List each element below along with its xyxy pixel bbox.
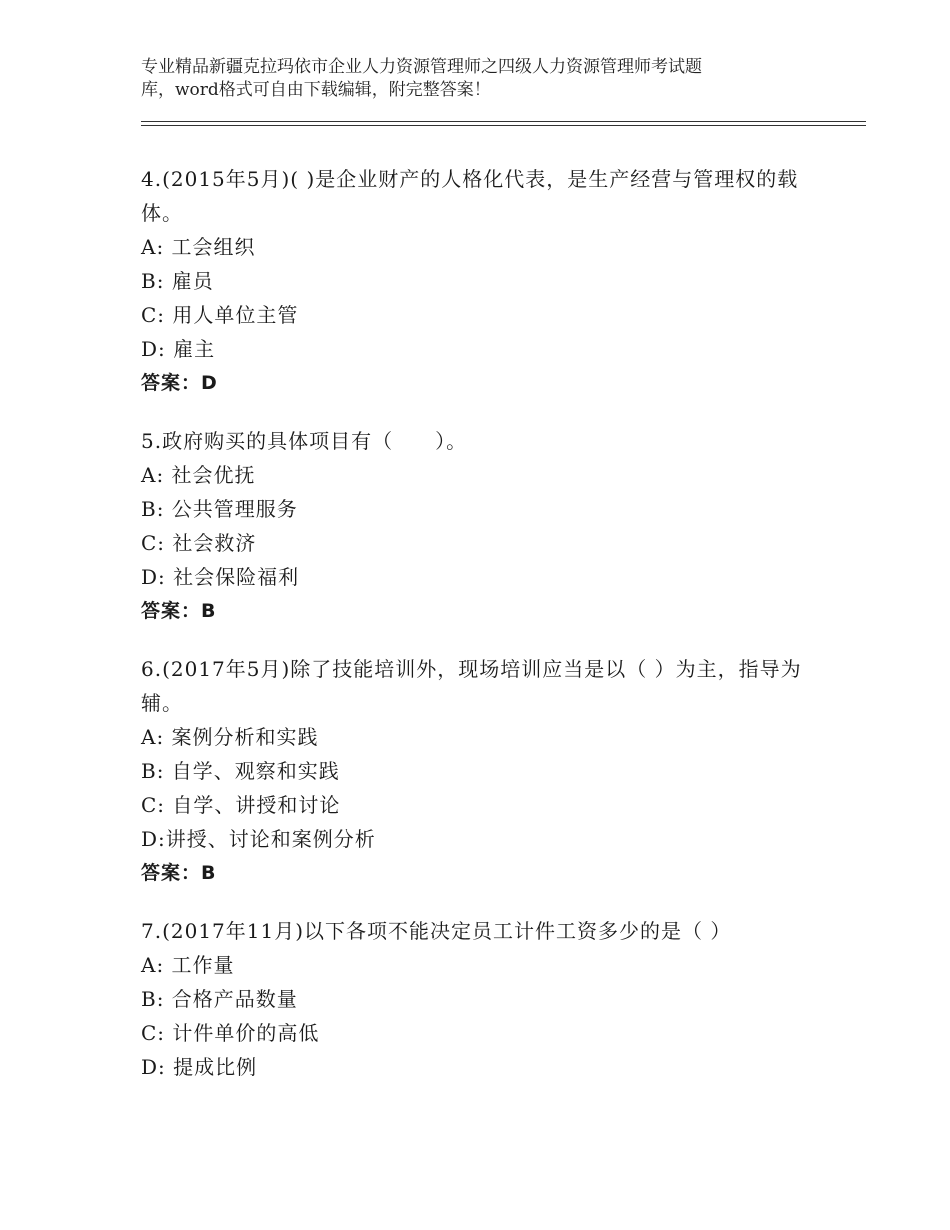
question-7 (141, 914, 821, 1084)
option-c: C: 计件单价的高低 (141, 1021, 320, 1045)
question-list (141, 162, 821, 1108)
answer-label: 答案：B (141, 862, 217, 884)
option-b: B: 合格产品数量 (141, 987, 298, 1011)
option-a: A: 社会优抚 (141, 463, 256, 487)
option-c: C: 社会救济 (141, 531, 257, 555)
option-a: A: 案例分析和实践 (141, 725, 319, 749)
header-title-line-1: 专业精品新疆克拉玛依市企业人力资源管理师之四级人力资源管理师考试题 (141, 57, 702, 77)
option-d: D: 提成比例 (141, 1055, 258, 1079)
option-d: D:讲授、讨论和案例分析 (141, 827, 376, 851)
option-c: C: 自学、讲授和讨论 (141, 793, 341, 817)
option-b: B: 公共管理服务 (141, 497, 298, 521)
header-title-line-2: 库，word格式可自由下载编辑，附完整答案！ (141, 80, 491, 100)
option-d: D: 雇主 (141, 337, 216, 361)
question-stem: 4.(2015年5月)( )是企业财产的人格化代表，是生产经营与管理权的载体。 (141, 167, 799, 225)
question-stem: 7.(2017年11月)以下各项不能决定员工计件工资多少的是（ ） (141, 919, 732, 943)
header-rule-bottom (141, 125, 866, 126)
option-d: D: 社会保险福利 (141, 565, 300, 589)
question-5 (141, 424, 821, 628)
document-header (141, 56, 821, 102)
answer-label: 答案：B (141, 600, 217, 622)
option-b: B: 雇员 (141, 269, 214, 293)
answer-label: 答案：D (141, 372, 218, 394)
option-b: B: 自学、观察和实践 (141, 759, 340, 783)
question-4 (141, 162, 821, 400)
option-a: A: 工作量 (141, 953, 235, 977)
question-6 (141, 652, 821, 890)
option-a: A: 工会组织 (141, 235, 256, 259)
question-stem: 6.(2017年5月)除了技能培训外，现场培训应当是以（ ）为主，指导为辅。 (141, 657, 802, 715)
question-stem: 5.政府购买的具体项目有（ ）。 (141, 429, 468, 453)
header-rule-top (141, 121, 866, 122)
option-c: C: 用人单位主管 (141, 303, 299, 327)
